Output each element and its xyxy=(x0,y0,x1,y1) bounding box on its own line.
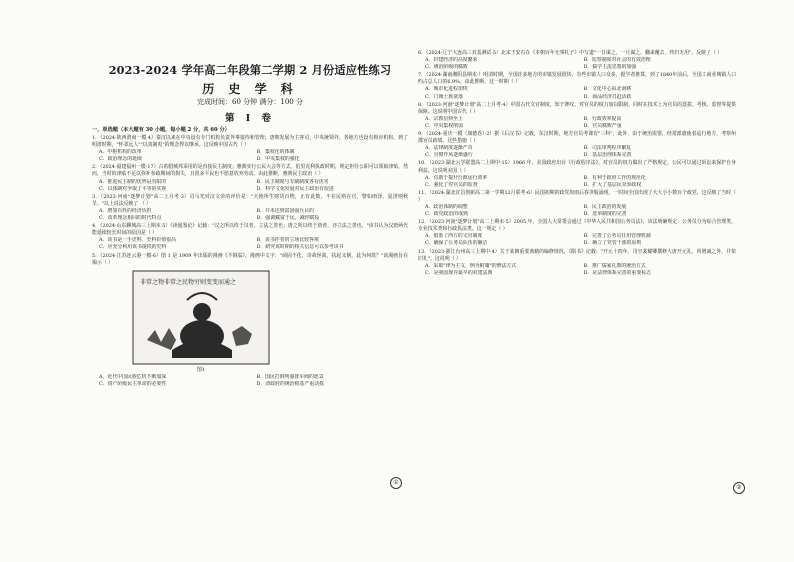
answer-options xyxy=(418,57,736,71)
left-column xyxy=(92,0,408,562)
answer-option[interactable]: D．儒学主流思想的加强 xyxy=(583,64,637,71)
answer-option[interactable]: B．有利于政府工作的规范化 xyxy=(583,174,646,181)
answer-option[interactable]: C．应充分利用该书提供的史料 xyxy=(99,244,167,251)
answer-option[interactable]: C．以体制对争取了平等的实现 xyxy=(99,185,167,192)
answer-option[interactable]: C．政治理念的延续 xyxy=(99,156,142,163)
question-stem: 4．（2024·山东聊城高三上期末·5）《读通鉴论》记载："汉之所以终于汉者，立法之善也；唐之所以终于唐者，亦立法之善也。"该书认为汉唐两代能延续较长时间的原因是（ ） xyxy=(92,223,408,237)
question-stem: 10．（2023·湖北云学联盟高二上期中·15）1966 年，美国政府出台《行政程序法》，对官员的权力做出了严格规定，公民可以通过诉讼来保护自身利益，这说明美国（ ） xyxy=(418,160,736,174)
page-number-marker-2: ② xyxy=(733,482,745,494)
answer-option[interactable]: B．该书作者的立场比较客观 xyxy=(256,237,319,244)
answer-options xyxy=(418,175,736,189)
answer-option[interactable]: B．完善了公务员任用管理机制 xyxy=(583,233,651,240)
answer-option[interactable]: B．推广儒家礼教的统治方式 xyxy=(583,262,646,269)
answer-option[interactable]: B．司法审判程序繁复 xyxy=(583,145,632,152)
answer-option[interactable]: D．是法律体系完善的重要标志 xyxy=(583,269,652,276)
answer-option[interactable]: C．统治阶级的腐败 xyxy=(425,64,468,71)
answer-option[interactable]: B．民主制度与专制制度各有优劣 xyxy=(256,178,329,185)
answer-options xyxy=(418,145,736,159)
question-stem: 9．（2024·重庆一模（康德卷）·2）据《后汉书》记载，东汉时期，地方官员考课有"三科"，此外，由于统治需要，经常派遣使者巡行地方，考察州郡官员政绩。这些措施（ ） xyxy=(418,131,736,145)
answer-option[interactable]: A．封建经济的高度繁荣 xyxy=(425,57,478,64)
answer-option[interactable]: A．法律制度逐渐严苛 xyxy=(425,145,473,152)
answer-options xyxy=(92,208,408,222)
question-stem: 3．（2023·河南"逐梦计划"高二上月考·3）司马光对汉文帝的评价是："天地所生财货百物，止有此数，不在民则在官，譬如雨泽，夏涝则秋旱。"以上说法反映了 （ ） xyxy=(92,193,408,207)
answer-option[interactable]: B．监察制度对社会的有效治理 xyxy=(583,57,651,64)
answer-option[interactable]: A．城市化进程加快 xyxy=(425,86,468,93)
question xyxy=(418,190,736,218)
right-question-stack xyxy=(418,50,736,278)
question xyxy=(418,160,736,188)
question xyxy=(92,253,408,267)
answer-option[interactable]: C．中央集权削弱 xyxy=(425,122,463,129)
question-stem: 1．（2024·陕西渭南一模·4）秦汉以来在中央设有专门机构负责外事接待和管理；唐朝发展为主客司，中央统领外，各地方也设有相应机构，到了明清时期，"怀柔远人""以夷制夷"的理念得以继承。这反映中国古代（ ） xyxy=(92,135,408,149)
answer-option[interactable]: C．政党政治的成熟 xyxy=(425,211,468,218)
question-stem: 5．（2024·江苏连云港一模·6）图 1 是 1909 年出版的漫画《不倒翁》。漫画中文字："顽固不化，奇哉怪哉，扶起又倒，此为何故？"该漫画旨在揭示（ ） xyxy=(92,252,408,266)
left-question-stack xyxy=(92,127,408,388)
question xyxy=(92,135,408,163)
answer-option[interactable]: A．宗教信仰至上 xyxy=(425,115,463,122)
question-stem: 11．（2024·湖北宜昌创新高二第一学期12月联考·6）民国初期的政党如雨后春笋般涌现，一时间全国出现了大大小小数百个政党。这反映了当时（ ） xyxy=(418,189,736,203)
question xyxy=(418,249,736,277)
figure-caption: 图1 xyxy=(196,366,206,373)
question xyxy=(92,164,408,192)
answer-option[interactable]: D．官员腐败严重 xyxy=(583,122,622,129)
answer-options xyxy=(418,204,736,218)
answer-option[interactable]: B．集权化的体制 xyxy=(256,149,295,156)
answer-option[interactable]: C．改革理念相同的时代特点 xyxy=(99,215,162,222)
question xyxy=(418,102,736,130)
question-stem: 12．（2023·河南"逐梦计划"高二上期末·5）2005 年，全国人大常委会通过《中华人民共和国公务员法》，该法明确规定：公务员分为综合管理类、专业技术类和行政执法类。这一规定（ ） xyxy=(418,219,736,233)
question xyxy=(418,50,736,71)
answer-options xyxy=(418,263,736,277)
answer-option[interactable]: C．强化了对官员的监督 xyxy=(425,181,478,188)
question-stem: 8．（2023·河南"逐梦计划"高二上月考·4）中国古代文官制度，知于赛纹，对官员的权力加以限制，同时在技术上为官员的选拔、考核、监督等提供保障。这说明中国古代（ ） xyxy=(418,101,736,115)
question-stem: 7．（2024·湖南湘阴县期末·）明清时期，全国许多地方的市镇发展很快，有些市镇人口众多，据学者推算，到了1840年前后，全国工商业城镇人口约占总人口的6.9%。由此推断，这一时期（ ） xyxy=(418,72,736,86)
answer-options xyxy=(92,179,408,193)
answer-option[interactable]: D．研究该时期的相关信息可以参考该书 xyxy=(256,244,344,251)
answer-option[interactable]: A．采取"律为主文，例为附庸"的修法方式 xyxy=(425,262,517,269)
page-number-marker-1: ① xyxy=(390,477,402,489)
answer-option[interactable]: C．官僚作风逐渐盛行 xyxy=(425,152,473,159)
q5-options xyxy=(92,374,408,388)
answer-option[interactable]: D．确立了党管干部的原则 xyxy=(583,240,642,247)
answer-option[interactable]: C．门阀士族衰落 xyxy=(425,93,463,100)
answer-options xyxy=(418,233,736,247)
answer-option[interactable]: B．行政效率提高 xyxy=(583,115,622,122)
answer-option[interactable]: D．商品经济日趋活跃 xyxy=(583,93,632,100)
exam-title: 2023-2024 学年高二年段第二学期 2 月份适应性练习 xyxy=(108,63,392,77)
answer-options xyxy=(418,86,736,100)
question-stem: 13．（2023·浙江台州高三上期中·4）关于某朝重要典籍的编修情况，《隋书》记载："开元十四年，司空裴耀卿撰修大唐开元礼，所增减之外，并依旧礼"。这说明（ ） xyxy=(418,248,736,262)
answer-option[interactable]: D．扩大了基层民众参政权 xyxy=(583,181,642,188)
answer-option[interactable]: A．增加百姓的经济负担 xyxy=(99,207,152,214)
answer-option[interactable]: A．该书是一手史料，史料价值很高 xyxy=(99,237,176,244)
answer-option[interactable]: C．确保了公务员队伍的廉洁 xyxy=(425,240,488,247)
answer-option[interactable]: D．选举制度的完善 xyxy=(583,211,627,218)
answer-option[interactable]: A．推进民主制的优势是有限的 xyxy=(99,178,167,185)
answer-option[interactable]: C．资产阶级民主革命的必要性 xyxy=(99,380,167,387)
answer-option[interactable]: B．文化中心由北南移 xyxy=(583,86,632,93)
answer-option[interactable]: A．中枢机构的改革 xyxy=(99,149,142,156)
answer-option[interactable]: C．是我国现存最早的封建法典 xyxy=(425,269,493,276)
question xyxy=(418,219,736,247)
right-column xyxy=(418,0,736,562)
cartoon-text: 非常之物非常之民物穷则变变而通之 xyxy=(140,278,237,286)
time-score-line: 完成时间：60 分钟 满分：100 分 xyxy=(197,98,303,106)
cartoon-figure xyxy=(132,270,270,365)
answer-option[interactable]: A．政治体制的调整 xyxy=(425,203,468,210)
answer-option[interactable]: D．清政府的统治根基严重动摇 xyxy=(256,380,325,387)
section-label: 一、单选题（本大题有 30 小题，每小题 2 分，共 60 分） xyxy=(92,127,230,133)
answer-option[interactable]: A．有助于提升行政运行效率 xyxy=(425,174,488,181)
answer-options xyxy=(92,149,408,163)
question xyxy=(418,131,736,159)
question-stem: 6．（2024·辽宁大连高三双基测试·5）北宋王安石在《本朝百年无事札子》中写道"一日谋之，一月谋之，翻来覆去，终归无用"，反映了（ ） xyxy=(418,50,723,56)
answer-option[interactable]: D．中央集权的强化 xyxy=(256,156,300,163)
answer-options xyxy=(92,237,408,251)
question-stem: 2．（2024·福建福州一模·17）古希腊城邦采用的是直接民主制度；雅典实行公民大会等方式。伯里克利执政时期，规定担任公职可以领取津贴，然而，当时的津贴不足以弥补参政期间的损失，且很多平民也不愿意放弃劳动。由此推断，雅典民主政治（ ） xyxy=(92,164,408,178)
answer-option[interactable]: B．国民打倒列强排军阀的愿景 xyxy=(256,373,324,380)
answer-option[interactable]: D．强调藏富于民，减轻赋役 xyxy=(256,215,320,222)
answer-option[interactable]: B．并未达到富国强兵目的 xyxy=(256,207,314,214)
part-heading: 第 Ⅰ 卷 xyxy=(224,113,276,124)
answer-option[interactable]: D．基层治理体系完善 xyxy=(583,152,632,159)
question xyxy=(92,194,408,222)
answer-options xyxy=(418,116,736,130)
subject-title: 历 史 学 科 xyxy=(202,82,298,96)
question xyxy=(418,72,736,100)
answer-option[interactable]: A．借鉴了西方的文官制度 xyxy=(425,233,483,240)
question xyxy=(92,223,408,251)
answer-option[interactable]: B．民主政治的发展 xyxy=(583,203,627,210)
answer-option[interactable]: A．近代中国民族危机不断加深 xyxy=(99,373,167,380)
left-questions xyxy=(92,135,408,267)
answer-option[interactable]: D．科学文化发展对民主政治有促进 xyxy=(256,185,334,192)
cartoon-image xyxy=(132,270,270,365)
